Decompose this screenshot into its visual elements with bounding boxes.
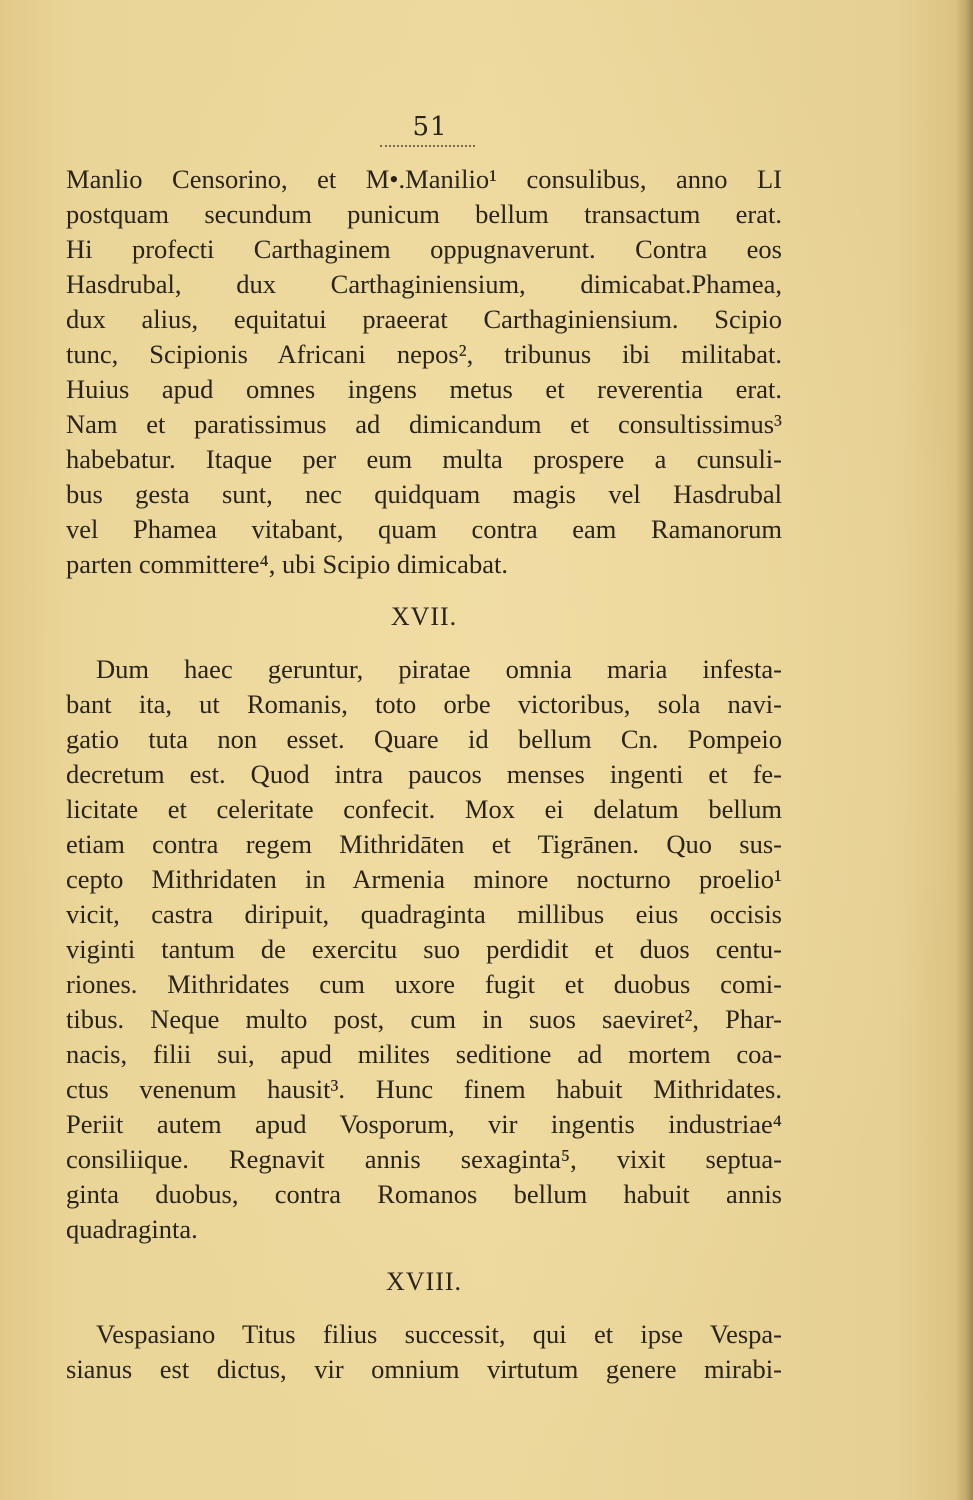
page-number: 51 [412,112,448,142]
text-line: tunc, Scipionis Africani nepos², tribunus ibi militabat. [66,339,782,369]
text-line: vicit, castra diripuit, quadraginta millibus eius occisis [66,899,782,929]
text-line: postquam secundum punicum bellum transactum erat. [66,199,782,229]
text-line: Periit autem apud Vosporum, vir ingentis industriae⁴ [66,1109,782,1139]
text-line: Vespasiano Titus filius successit, qui et ipse Vespa- [96,1319,782,1349]
text-line: Hi profecti Carthaginem oppugnaverunt. Contra eos [66,234,782,264]
text-line: nacis, filii sui, apud milites seditione ad mortem coa- [66,1039,782,1069]
text-line: cepto Mithridaten in Armenia minore nocturno proelio¹ [66,864,782,894]
text-line: quadraginta. [66,1214,198,1244]
text-line: ctus venenum hausit³. Hunc finem habuit Mithridates. [66,1074,782,1104]
text-line: etiam contra regem Mithridāten et Tigrānen. Quo sus- [66,829,782,859]
page-edge-shadow [955,0,973,1500]
text-line: dux alius, equitatui praeerat Carthaginiensium. Scipio [66,304,782,334]
text-line: gatio tuta non esset. Quare id bellum Cn. Pompeio [66,724,782,754]
text-body [66,162,782,1387]
section-heading: XVIII. [385,1267,463,1296]
text-line: decretum est. Quod intra paucos menses ingenti et fe- [66,759,782,789]
text-line: bus gesta sunt, nec quidquam magis vel Hasdrubal [66,479,782,509]
text-line: parten committere⁴, ubi Scipio dimicabat. [66,549,508,579]
text-line: habebatur. Itaque per eum multa prospere a cunsuli- [66,444,782,474]
text-line: sianus est dictus, vir omnium virtutum genere mirabi- [66,1354,782,1384]
text-line: Manlio Censorino, et M•.Manilio¹ consulibus, anno LI [66,164,782,194]
page-number-rule [380,145,475,147]
text-line: consiliique. Regnavit annis sexaginta⁵, vixit septua- [66,1144,782,1174]
text-line: tibus. Neque multo post, cum in suos saeviret², Phar- [66,1004,782,1034]
text-line: viginti tantum de exercitu suo perdidit et duos centu- [66,934,782,964]
text-line: bant ita, ut Romanis, toto orbe victoribus, sola navi- [66,689,782,719]
text-line: ginta duobus, contra Romanos bellum habuit annis [66,1179,782,1209]
text-line: Huius apud omnes ingens metus et reverentia erat. [66,374,782,404]
text-line: Hasdrubal, dux Carthaginiensium, dimicabat.Phamea, [66,269,782,299]
text-line: Nam et paratissimus ad dimicandum et consultissimus³ [66,409,782,439]
text-line: Dum haec geruntur, piratae omnia maria infesta- [96,654,782,684]
text-line: riones. Mithridates cum uxore fugit et duobus comi- [66,969,782,999]
text-line: licitate et celeritate confecit. Mox ei delatum bellum [66,794,782,824]
text-line: vel Phamea vitabant, quam contra eam Ramanorum [66,514,782,544]
section-heading: XVII. [390,602,458,631]
